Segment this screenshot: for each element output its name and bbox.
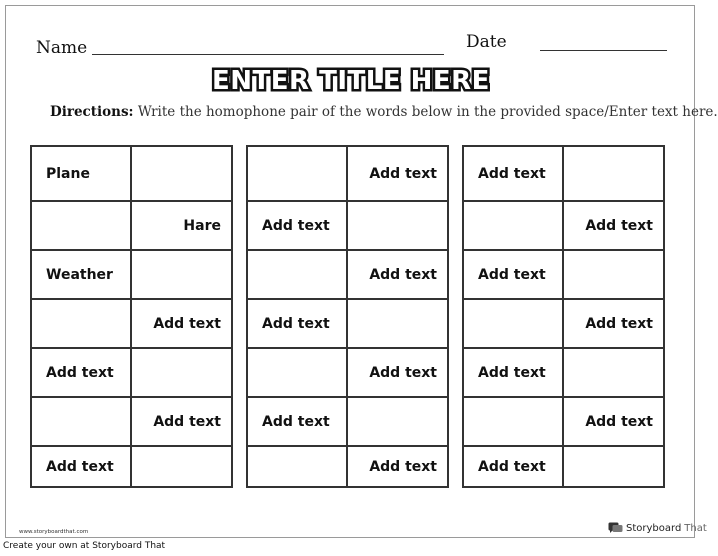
table-cell[interactable]: Add text <box>563 299 664 348</box>
directions-lead: Directions: <box>50 104 134 120</box>
table-cell[interactable]: Plane <box>31 146 131 201</box>
table-cell[interactable] <box>563 348 664 397</box>
table-cell[interactable] <box>347 299 448 348</box>
table-cell[interactable] <box>31 299 131 348</box>
brand-light: That <box>684 522 707 534</box>
table-cell[interactable] <box>463 397 563 446</box>
homophone-table-2 <box>246 145 449 488</box>
table-cell[interactable] <box>347 201 448 250</box>
table-cell[interactable]: Add text <box>131 299 232 348</box>
directions-text: Write the homophone pair of the words below in the provided space/Enter text here. <box>137 104 718 120</box>
table-cell[interactable]: Add text <box>463 446 563 487</box>
table-cell[interactable]: Add text <box>463 250 563 299</box>
date-label: Date <box>466 32 507 52</box>
table-cell[interactable] <box>131 446 232 487</box>
directions <box>50 104 718 120</box>
storyboardthat-logo <box>608 522 707 534</box>
table-cell[interactable]: Add text <box>347 250 448 299</box>
table-cell[interactable] <box>131 146 232 201</box>
footer-url: www.storyboardthat.com <box>19 529 89 535</box>
name-field[interactable] <box>92 54 444 55</box>
table-cell[interactable] <box>247 250 347 299</box>
table-cell[interactable] <box>247 146 347 201</box>
table-cell[interactable] <box>247 348 347 397</box>
table-cell[interactable]: Add text <box>247 299 347 348</box>
table-cell[interactable]: Add text <box>563 201 664 250</box>
table-cell[interactable]: Hare <box>131 201 232 250</box>
table-cell[interactable]: Add text <box>463 348 563 397</box>
table-cell[interactable]: Add text <box>347 146 448 201</box>
table-cell[interactable]: Add text <box>347 348 448 397</box>
table-cell[interactable] <box>463 299 563 348</box>
speech-bubble-icon <box>608 522 623 534</box>
table-cell[interactable] <box>31 397 131 446</box>
date-field[interactable] <box>540 50 667 51</box>
name-label: Name <box>36 38 88 58</box>
table-cell[interactable]: Add text <box>31 446 131 487</box>
table-cell[interactable] <box>463 201 563 250</box>
worksheet-title[interactable]: ENTER TITLE HERE <box>212 66 490 96</box>
table-cell[interactable]: Add text <box>247 201 347 250</box>
table-cell[interactable] <box>131 250 232 299</box>
table-cell[interactable] <box>563 446 664 487</box>
table-cell[interactable] <box>563 250 664 299</box>
table-cell[interactable]: Add text <box>247 397 347 446</box>
table-cell[interactable]: Weather <box>31 250 131 299</box>
table-cell[interactable] <box>247 446 347 487</box>
footer-caption: Create your own at Storyboard That <box>3 541 166 551</box>
table-cell[interactable] <box>563 146 664 201</box>
table-cell[interactable] <box>131 348 232 397</box>
homophone-table-3 <box>462 145 665 488</box>
table-cell[interactable]: Add text <box>347 446 448 487</box>
worksheet-page <box>5 5 718 538</box>
table-cell[interactable]: Add text <box>463 146 563 201</box>
brand-main: Storyboard <box>626 522 682 534</box>
table-cell[interactable] <box>31 201 131 250</box>
table-cell[interactable] <box>347 397 448 446</box>
homophone-table-1 <box>30 145 233 488</box>
table-cell[interactable]: Add text <box>131 397 232 446</box>
table-cell[interactable]: Add text <box>31 348 131 397</box>
table-cell[interactable]: Add text <box>563 397 664 446</box>
